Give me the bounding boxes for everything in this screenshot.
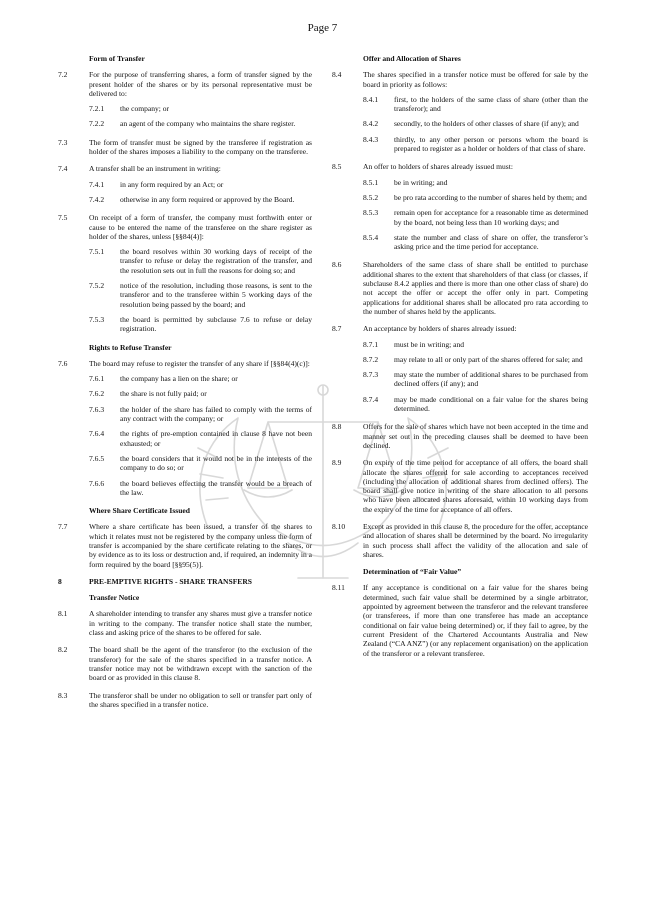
subclause	[89, 247, 312, 275]
clause	[58, 164, 312, 204]
clause-text: For the purpose of transferring shares, a form of transfer signed by the present holder of the shares or by its personal representative must be delivered to:	[89, 70, 312, 98]
section-heading: Rights to Refuse Transfer	[89, 342, 172, 352]
clause-number: 8.3	[58, 690, 68, 700]
clause	[332, 162, 588, 251]
clause-number: 7.7	[58, 522, 68, 532]
clause	[58, 645, 312, 682]
clause-number: 7.4	[58, 164, 68, 174]
clause-text: A shareholder intending to transfer any shares must give a transfer notice in writing to the company. The transfer notice shall state the number, class and asking price of the shares to be offered for sale.	[89, 609, 312, 638]
subclause	[89, 454, 312, 473]
clause-body	[89, 359, 312, 497]
clause	[58, 213, 312, 333]
subclause-text: must be in writing; and	[394, 339, 465, 349]
clause-number: 7.5	[58, 213, 68, 223]
clause-body	[363, 162, 588, 251]
subclause-text: the board considers that it would not be in the interests of the company to do so; or	[120, 453, 312, 473]
subclause-number: 8.5.1	[363, 177, 379, 187]
subclause-text: the board resolves within 30 working days of receipt of the transfer to refuse or delay the registration of the transfer, and the resolution sets out in full the reasons for doing so; and	[120, 247, 312, 275]
clause-body	[89, 645, 312, 682]
subclause-text: may be made conditional on a fair value for the shares being determined.	[394, 394, 588, 414]
clause-number: 8.6	[332, 260, 342, 270]
clause-text: If any acceptance is conditional on a fair value for the shares being determined, such fair value shall be determined by a single arbitrator, appointed by agreement between the transferor and the relevant transferee (or transferees, if more than one transferee has made an acceptance conditional on fair value being determined) or, if they fail to agree, by the current President of the Chartered Accountants Australia and New Zealand (“CA ANZ”) (or any replacement organisation) on the application of the transferor or a relevant transferee.	[363, 583, 588, 658]
subclause	[89, 281, 312, 309]
clause	[332, 522, 588, 559]
clause-body	[363, 260, 588, 316]
clause-body	[89, 522, 312, 568]
clause-number: 8.1	[58, 609, 68, 619]
clause-text: On receipt of a form of transfer, the company must forthwith enter or cause to be entered the name of the transferee on the share register as holder of the shares, unless [§§84(4)]:	[89, 213, 312, 241]
subclause	[363, 355, 588, 364]
clause-text: A transfer shall be an instrument in writing:	[89, 164, 221, 174]
left-column	[58, 52, 312, 717]
clause-body	[363, 583, 588, 657]
clause-body	[89, 164, 312, 204]
clause-body	[89, 213, 312, 333]
subclause-text: secondly, to the holders of other classes of share (if any); and	[394, 119, 579, 129]
clause-text: The board may refuse to register the transfer of any share if [§§84(4)(c)]:	[89, 358, 310, 368]
clause-body	[363, 70, 588, 153]
clause-text: The shares specified in a transfer notice must be offered for sale by the board in priority as follows:	[363, 70, 588, 89]
subclause-number: 7.4.2	[89, 194, 105, 204]
subclause-text: the board believes effecting the transfer would be a breach of the law.	[120, 478, 312, 497]
clause	[58, 609, 312, 637]
clause	[58, 138, 312, 157]
section-heading: Transfer Notice	[89, 593, 140, 603]
main-section-heading	[58, 577, 312, 586]
subclause-number: 7.4.1	[89, 179, 105, 189]
subclause	[89, 195, 312, 204]
clause-text: Where a share certificate has been issued, a transfer of the shares to which it relates must not be registered by the company unless the form of transfer is accompanied by the share certificate relating to the shares, or by evidence as to its loss or destruction and, if required, an indemnity in a form required by the board [§§95(5)].	[89, 522, 312, 569]
clause	[58, 70, 312, 128]
subclause-text: otherwise in any form required or approved by the Board.	[120, 194, 295, 204]
subclause-number: 8.5.2	[363, 192, 379, 202]
subclause-text: an agent of the company who maintains the share register.	[120, 119, 296, 129]
clause-body	[89, 609, 312, 637]
subclause-number: 7.5.2	[89, 281, 105, 291]
section-heading: Offer and Allocation of Shares	[363, 54, 461, 63]
clause-number: 8.5	[332, 162, 342, 172]
clause-text: An offer to holders of shares already issued must:	[363, 162, 513, 172]
subclause	[363, 340, 588, 349]
clause	[332, 422, 588, 450]
clause-number: 8.10	[332, 521, 346, 531]
subclause-text: state the number and class of share on offer, the transferor’s asking price and the time period for acceptance.	[394, 232, 588, 252]
clause-body	[363, 458, 588, 514]
clause-number: 8.11	[332, 583, 345, 593]
clause-text: The form of transfer must be signed by the transferee if registration as holder of the shares imposes a liability to the company on the transferee.	[89, 137, 312, 157]
subclause	[89, 389, 312, 398]
clause-text: On expiry of the time period for acceptance of all offers, the board shall allocate the shares offered for sale according to acceptances received (including the allocation of additional shares from declined offers). The board shall give notice in writing of the share allocation to all persons who have been allocated shares aforesaid, within 10 working days from the expiry of the time for acceptance of all offers.	[363, 458, 588, 514]
section-number: 8	[58, 576, 62, 586]
section-heading: Form of Transfer	[89, 54, 145, 63]
clause	[332, 324, 588, 413]
clause	[332, 583, 588, 657]
subclause-text: thirdly, to any other person or persons whom the board is prepared to register as a holder or holders of that class of share.	[394, 134, 588, 154]
subclause	[363, 95, 588, 114]
clause-body	[89, 70, 312, 128]
subclause-text: the holder of the share has failed to comply with the terms of any contract with the company; or	[120, 404, 312, 424]
subclause	[89, 405, 312, 424]
clause-number: 8.4	[332, 70, 342, 80]
subclause	[89, 374, 312, 383]
clause-body	[363, 422, 588, 450]
subclause-text: the share is not fully paid; or	[120, 389, 207, 399]
subclause-number: 7.6.4	[89, 429, 105, 439]
clause-number: 7.3	[58, 137, 68, 147]
subclause-number: 7.5.3	[89, 314, 105, 324]
subclause-number: 8.5.3	[363, 208, 379, 218]
subclause	[363, 119, 588, 128]
clause	[58, 691, 312, 710]
subclause-number: 8.7.2	[363, 354, 379, 364]
subclause	[363, 370, 588, 389]
clause-text: An acceptance by holders of shares already issued:	[363, 324, 517, 334]
subclause-number: 7.6.3	[89, 404, 105, 414]
subclause	[89, 119, 312, 128]
clause-text: Except as provided in this clause 8, the procedure for the offer, acceptance and allocation of shares shall be determined by the board. No irregularity in such process shall affect the validity of the allocation and sale of shares.	[363, 521, 588, 559]
subclause-number: 8.7.3	[363, 370, 379, 380]
clause-number: 8.7	[332, 324, 342, 334]
clause	[332, 260, 588, 316]
clause-number: 7.2	[58, 70, 68, 80]
subclause-number: 8.4.2	[363, 119, 379, 129]
subclause-text: in any form required by an Act; or	[120, 179, 224, 189]
subclause-text: notice of the resolution, including those reasons, is sent to the transferor and to the transferee within 5 working days of the resolution being passed by the board; and	[120, 281, 312, 309]
clause-body	[363, 324, 588, 413]
subclause	[363, 178, 588, 187]
subclause-number: 8.4.3	[363, 134, 379, 144]
subclause	[89, 479, 312, 498]
subclause-text: the rights of pre-emption contained in clause 8 have not been exhausted; or	[120, 429, 312, 448]
subclause-text: the board is permitted by subclause 7.6 to refuse or delay registration.	[120, 314, 312, 334]
subclause-number: 7.5.1	[89, 247, 105, 257]
subclause	[363, 135, 588, 154]
subclause	[363, 395, 588, 414]
subclause-number: 7.2.1	[89, 104, 105, 114]
subclause-text: may state the number of additional shares to be purchased from declined offers (if any); and	[394, 370, 588, 389]
section-title: PRE-EMPTIVE RIGHTS - SHARE TRANSFERS	[89, 576, 252, 586]
subclause	[89, 104, 312, 113]
subclause-text: remain open for acceptance for a reasonable time as determined by the board, not being less than 10 working days; and	[394, 208, 588, 227]
subclause-number: 8.4.1	[363, 94, 379, 104]
subclause	[363, 208, 588, 227]
subclause-text: be pro rata according to the number of shares held by them; and	[394, 192, 587, 202]
section-heading: Determination of “Fair Value”	[363, 567, 462, 577]
subclause-text: be in writing; and	[394, 177, 448, 187]
clause-text: The board shall be the agent of the transferor (to the exclusion of the transferor) for the sale of the shares specified in a transfer notice. A transfer notice may not be withdrawn except with the sanction of the board or as provided in this clause 8.	[89, 645, 312, 683]
clause-number: 7.6	[58, 358, 68, 368]
subclause-text: the company; or	[120, 104, 170, 114]
subclause-number: 7.6.1	[89, 374, 105, 384]
subclause	[363, 233, 588, 252]
subclause-number: 7.2.2	[89, 119, 105, 129]
clause-body	[89, 691, 312, 710]
subclause	[89, 315, 312, 334]
subclause-number: 8.7.1	[363, 339, 379, 349]
clause-text: The transferor shall be under no obligation to sell or transfer part only of the shares specified in a transfer notice.	[89, 690, 312, 709]
clause-number: 8.2	[58, 645, 68, 655]
page-number: Page 7	[307, 22, 338, 34]
subclause-number: 7.6.5	[89, 453, 105, 463]
right-column	[332, 52, 588, 666]
subclause	[363, 193, 588, 202]
clause	[58, 359, 312, 497]
subclause-text: the company has a lien on the share; or	[120, 374, 238, 384]
clause-text: Shareholders of the same class of share shall be entitled to purchase additional shares to the extent that shareholders of that class (or classes, if subclause 8.4.2 applies and there is more than one other class of share) do not accept the offer or accept the offer only in part. Competing applications for additional shares shall be allocated pro rata according to the number of shares held by the applicants.	[363, 260, 588, 316]
clause	[58, 522, 312, 568]
subclause-number: 8.7.4	[363, 394, 379, 404]
subclause-number: 7.6.6	[89, 478, 105, 488]
subclause-number: 7.6.2	[89, 389, 105, 399]
clause	[332, 70, 588, 153]
clause	[332, 458, 588, 514]
subclause	[89, 429, 312, 448]
subclause-text: may relate to all or only part of the shares offered for sale; and	[394, 354, 583, 364]
subclause-number: 8.5.4	[363, 232, 379, 242]
section-heading: Where Share Certificate Issued	[89, 506, 190, 516]
clause-number: 8.8	[332, 422, 342, 432]
clause-text: Offers for the sale of shares which have not been accepted in the time and manner set out in the preceding clauses shall be deemed to have been declined.	[363, 422, 588, 450]
clause-body	[363, 522, 588, 559]
clause-body	[89, 138, 312, 157]
subclause-text: first, to the holders of the same class of share (other than the transferor); and	[394, 94, 588, 114]
subclause	[89, 180, 312, 189]
clause-number: 8.9	[332, 458, 342, 468]
